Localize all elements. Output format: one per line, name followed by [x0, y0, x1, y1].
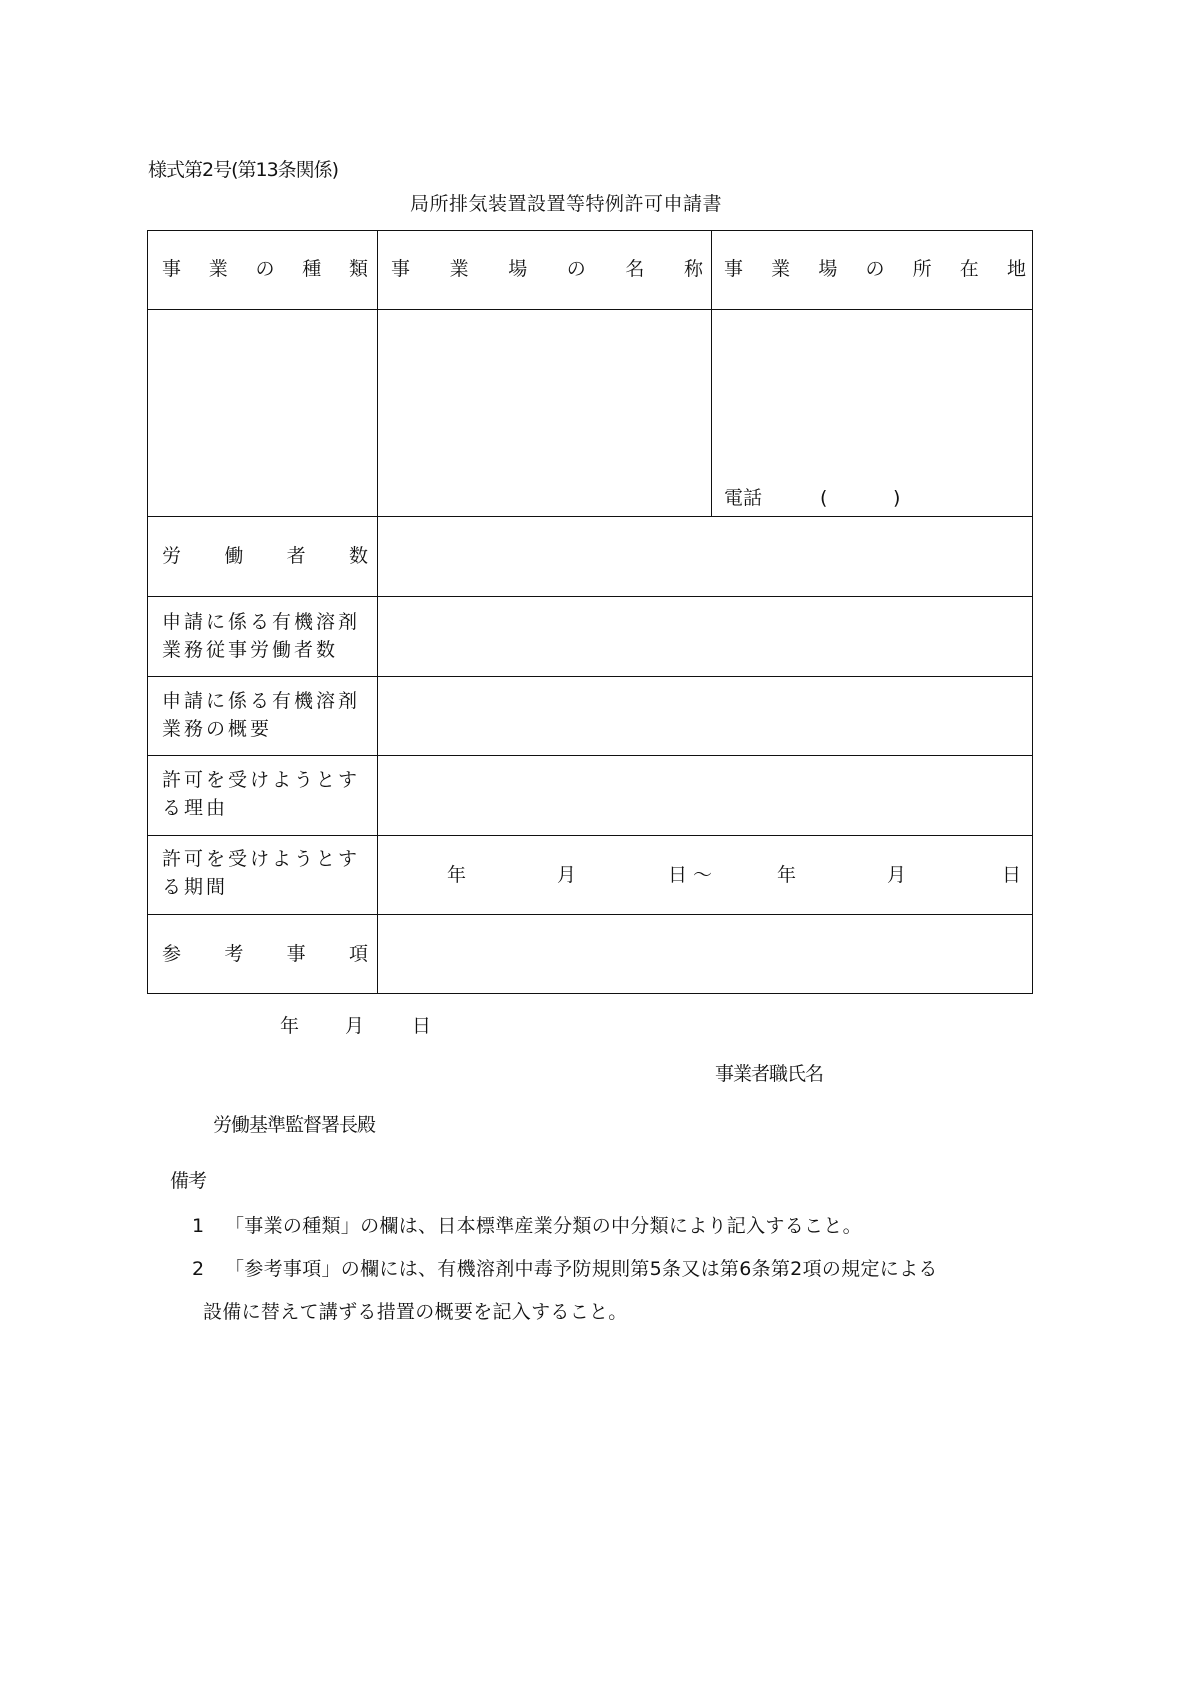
char: 事 — [286, 943, 306, 965]
char: 所 — [912, 258, 932, 280]
char: 事 — [724, 258, 744, 280]
row-line — [148, 516, 1032, 517]
char: 業 — [208, 258, 228, 280]
period-month-2: 月 — [887, 864, 907, 886]
header-workplace-address — [724, 255, 1026, 283]
reference-items-field[interactable] — [380, 916, 1030, 992]
col-divider-1 — [377, 231, 378, 993]
period-month-1: 月 — [557, 864, 577, 886]
char: 参 — [162, 943, 182, 965]
note-1-number: 1 — [192, 1215, 205, 1237]
char: 考 — [224, 943, 244, 965]
label-reason: 許可を受けようとする理由 — [162, 769, 361, 819]
form-number: 様式第2号(第13条関係) — [148, 159, 339, 181]
date-month: 月 — [345, 1015, 365, 1037]
period-day-1: 日 — [668, 864, 688, 886]
period-day-2: 日 — [1002, 864, 1022, 886]
employer-name-label: 事業者職氏名 — [715, 1063, 824, 1085]
label-workers-count — [162, 542, 368, 570]
row-line — [148, 676, 1032, 677]
period-year-2: 年 — [777, 864, 797, 886]
char: の — [255, 258, 275, 280]
note-2-continuation: 設備に替えて講ずる措置の概要を記入すること。 — [203, 1301, 628, 1323]
notes-heading: 備考 — [170, 1170, 207, 1192]
row-line — [148, 309, 1032, 310]
solvent-workers-field[interactable] — [380, 598, 1030, 675]
header-business-type — [162, 255, 368, 283]
period-year-1: 年 — [447, 864, 467, 886]
char: 者 — [286, 545, 306, 567]
note-2-number: 2 — [192, 1258, 205, 1280]
char: 事 — [391, 258, 411, 280]
char: 項 — [348, 943, 368, 965]
phone-label: 電話 — [724, 487, 763, 509]
label-solvent-workers: 申請に係る有機溶剤業務従事労働者数 — [162, 611, 361, 661]
date-year: 年 — [280, 1015, 300, 1037]
char: 類 — [348, 258, 368, 280]
workers-count-field[interactable] — [380, 518, 1030, 595]
workplace-name-field[interactable] — [380, 311, 710, 515]
char: 働 — [224, 545, 244, 567]
note-1-text: 「事業の種類」の欄は、日本標準産業分類の中分類により記入すること。 — [225, 1215, 862, 1237]
char: の — [865, 258, 885, 280]
note-2-text: 「参考事項」の欄には、有機溶剤中毒予防規則第5条又は第6条第2項の規定による — [225, 1258, 938, 1280]
date-day: 日 — [412, 1015, 432, 1037]
row-line — [148, 755, 1032, 756]
char: 名 — [625, 258, 645, 280]
char: 在 — [959, 258, 979, 280]
char: 種 — [302, 258, 322, 280]
char: の — [566, 258, 586, 280]
header-workplace-name — [391, 255, 703, 283]
solvent-overview-field[interactable] — [380, 678, 1030, 754]
char: 業 — [771, 258, 791, 280]
char: 場 — [508, 258, 528, 280]
label-reference-items — [162, 940, 368, 968]
char: 業 — [449, 258, 469, 280]
col-divider-2 — [711, 231, 712, 517]
char: 数 — [348, 545, 368, 567]
char: 場 — [818, 258, 838, 280]
phone-open-paren: ( — [820, 487, 828, 509]
label-period: 許可を受けようとする期間 — [162, 848, 361, 898]
row-line — [148, 596, 1032, 597]
row-line — [148, 835, 1032, 836]
phone-close-paren: ) — [893, 487, 901, 509]
char: 地 — [1006, 258, 1026, 280]
business-type-field[interactable] — [150, 311, 376, 515]
row-line — [148, 914, 1032, 915]
application-table — [147, 230, 1033, 994]
reason-field[interactable] — [380, 757, 1030, 834]
period-tilde: ～ — [693, 864, 713, 886]
addressee: 労働基準監督署長殿 — [213, 1114, 376, 1136]
label-solvent-overview: 申請に係る有機溶剤業務の概要 — [162, 690, 361, 740]
char: 労 — [162, 545, 182, 567]
char: 事 — [162, 258, 182, 280]
document-title: 局所排気装置設置等特例許可申請書 — [410, 193, 723, 215]
char: 称 — [683, 258, 703, 280]
